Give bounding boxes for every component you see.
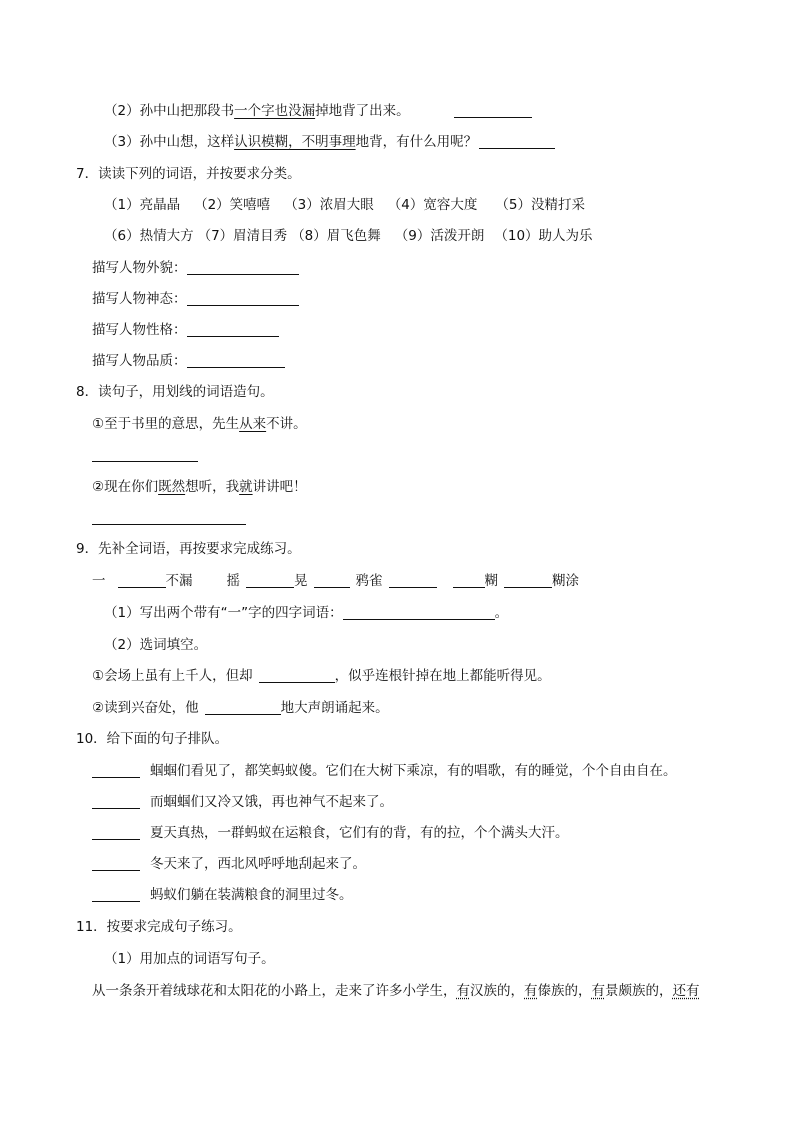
q9-sub-1: （1）写出两个带有“一”字的四字词语： 。 bbox=[104, 605, 509, 621]
q7-category-expression: 描写人物神态： bbox=[92, 290, 299, 308]
q9-blank-6[interactable] bbox=[504, 573, 552, 588]
q9-word-fill: 一 不漏 摇 晃 鸦雀 糊 糊涂 bbox=[92, 573, 579, 589]
q8-sentence-2-answer bbox=[92, 509, 246, 527]
q7-character-blank[interactable] bbox=[187, 353, 285, 368]
q11-sub-1: （1）用加点的词语写句子。 bbox=[104, 951, 275, 967]
q10-item: 蝈蝈们看见了，都笑蚂蚁傻。它们在大树下乘凉，有的唱歌，有的睡觉，个个自由自在。 bbox=[92, 762, 677, 780]
q10-item: 冬天来了，西北风呼呼地刮起来了。 bbox=[92, 855, 366, 873]
q9-fill-1-blank[interactable] bbox=[259, 668, 335, 683]
q7-expression-blank[interactable] bbox=[187, 291, 299, 306]
q7-personality-blank[interactable] bbox=[187, 322, 279, 337]
q10-item: 夏天真热，一群蚂蚁在运粮食，它们有的背，有的拉，个个满头大汗。 bbox=[92, 824, 569, 842]
q10-order-blank-4[interactable] bbox=[92, 856, 140, 871]
q8-sentence-2-underlined-1: 既然 bbox=[158, 479, 186, 495]
q7-word-row-1: （1）亮晶晶 （2）笑嘻嘻 （3）浓眉大眼 （4）宽容大度 （5）没精打采 bbox=[104, 197, 585, 213]
q9-sub-1-blank[interactable] bbox=[343, 605, 495, 620]
q6-item-2-answer-blank[interactable] bbox=[454, 103, 532, 118]
q10-item: 而蝈蝈们又冷又饿，再也神气不起来了。 bbox=[92, 793, 393, 811]
q9-blank-4[interactable] bbox=[389, 573, 437, 588]
q8-title: 8．读句子，用划线的词语造句。 bbox=[76, 384, 274, 400]
q8-sentence-1-answer bbox=[92, 446, 198, 464]
q9-fill-2: ②读到兴奋处，他 地大声朗诵起来。 bbox=[92, 700, 389, 716]
q8-sentence-2-underlined-2: 就 bbox=[239, 479, 253, 495]
q9-fill-2-blank[interactable] bbox=[205, 700, 281, 715]
q11-dotted-word: 有 bbox=[524, 983, 538, 999]
q6-item-3: （3）孙中山想，这样认识模糊，不明事理地背，有什么用呢？ bbox=[104, 133, 555, 151]
q8-sentence-2-blank[interactable] bbox=[92, 510, 246, 525]
q11-dotted-word: 还有 bbox=[672, 983, 700, 999]
q7-appearance-blank[interactable] bbox=[187, 260, 299, 275]
q11-dotted-word: 有 bbox=[591, 983, 605, 999]
q10-item: 蚂蚁们躺在装满粮食的洞里过冬。 bbox=[92, 886, 353, 904]
q10-order-blank-5[interactable] bbox=[92, 887, 140, 902]
q6-item-2: （2）孙中山把那段书一个字也没漏掉地背了出来。 bbox=[104, 102, 532, 120]
q9-sub-2: （2）选词填空。 bbox=[104, 637, 208, 653]
q10-order-blank-2[interactable] bbox=[92, 794, 140, 809]
q6-item-3-answer-blank[interactable] bbox=[479, 134, 555, 149]
q8-sentence-1: ①至于书里的意思，先生从来不讲。 bbox=[92, 416, 307, 432]
q6-item-3-underlined: 认识模糊，不明事理 bbox=[234, 134, 356, 150]
q6-item-2-underlined: 一个字也没漏 bbox=[234, 103, 316, 119]
q9-title: 9．先补全词语，再按要求完成练习。 bbox=[76, 541, 301, 557]
q8-sentence-2: ②现在你们既然想听，我就讲讲吧！ bbox=[92, 479, 307, 495]
q10-order-blank-3[interactable] bbox=[92, 825, 140, 840]
q9-fill-1: ①会场上虽有上千人，但却 ，似乎连根针掉在地上都能听得见。 bbox=[92, 668, 551, 684]
q9-blank-2[interactable] bbox=[246, 573, 294, 588]
q7-title: 7．读读下列的词语，并按要求分类。 bbox=[76, 166, 301, 182]
q7-category-character: 描写人物品质： bbox=[92, 352, 285, 370]
q9-blank-5[interactable] bbox=[453, 573, 485, 588]
q7-word-row-2: （6）热情大方 （7）眉清目秀 （8）眉飞色舞 （9）活泼开朗 （10）助人为乐 bbox=[104, 228, 593, 244]
q10-order-blank-1[interactable] bbox=[92, 763, 140, 778]
q8-sentence-1-blank[interactable] bbox=[92, 447, 198, 462]
q10-title: 10．给下面的句子排队。 bbox=[76, 731, 229, 747]
q9-blank-1[interactable] bbox=[118, 573, 166, 588]
q8-sentence-1-underlined: 从来 bbox=[239, 416, 267, 432]
q11-passage: 从一条条开着绒球花和太阳花的小路上，走来了许多小学生，有汉族的，有傣族的，有景颇族的，还有 bbox=[92, 983, 700, 999]
q7-category-personality: 描写人物性格： bbox=[92, 321, 279, 339]
q11-dotted-word: 有 bbox=[456, 983, 470, 999]
q9-blank-3[interactable] bbox=[314, 573, 350, 588]
q11-title: 11．按要求完成句子练习。 bbox=[76, 919, 242, 935]
q7-category-appearance: 描写人物外貌： bbox=[92, 259, 299, 277]
